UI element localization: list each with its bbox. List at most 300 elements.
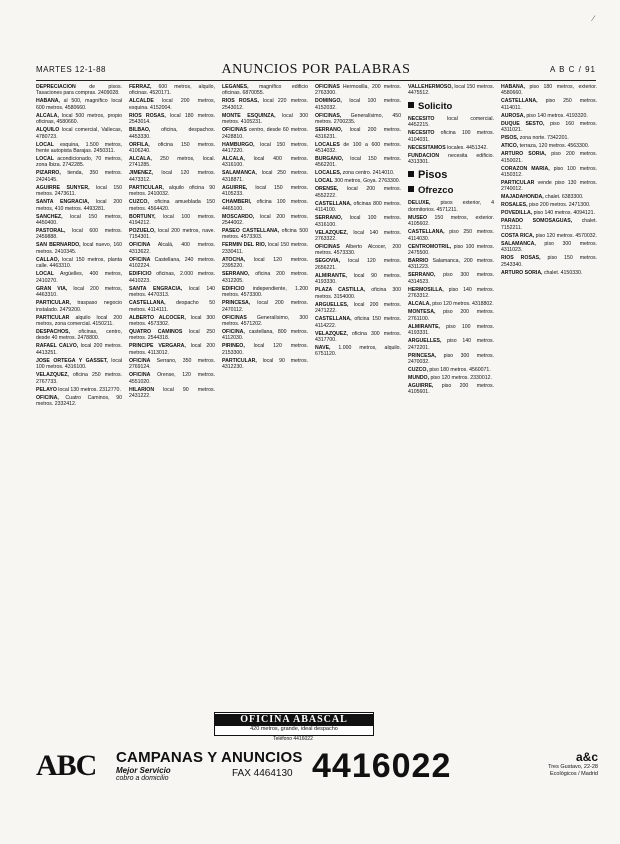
banner-headline: CAMPANAS Y ANUNCIOS — [116, 749, 303, 766]
ad-heading: OFICINA — [129, 357, 151, 364]
ad-text: acondicionado, 70 metros, zona Ibiza. 2742285. — [36, 156, 122, 169]
ad-heading: PELAYO — [36, 386, 57, 393]
classified-ad — [222, 185, 308, 198]
ad-heading: MOSCARDO, — [222, 213, 255, 220]
ad-text: piso 180 metros, exterior. 4580660. — [501, 84, 597, 97]
ad-heading: FERMIN DEL RIO, — [222, 242, 267, 249]
classified-ad — [36, 315, 122, 328]
ad-heading: LOCAL — [36, 271, 54, 278]
classified-ad — [129, 387, 215, 400]
ad-text: Cuatro Caminos, 90 metros. 2332412. — [36, 394, 122, 407]
classified-ad — [222, 113, 308, 126]
ad-heading: RAFAEL CALVO, — [36, 343, 79, 350]
ad-heading: PISOS, — [501, 135, 519, 142]
classified-ad — [36, 257, 122, 270]
classified-ad — [408, 229, 494, 242]
ad-text: piso 160 metros. 4311021. — [501, 120, 597, 134]
ad-text: local 100 metros. 4316100. — [315, 215, 401, 228]
ad-heading: RIOS ROSAS, — [501, 255, 541, 262]
ad-text: vende piso 130 metros. 2740012. — [501, 180, 597, 193]
ad-heading: PARTICULAR, — [36, 300, 71, 307]
classified-ad — [501, 194, 597, 200]
classified-ad — [36, 156, 122, 169]
ad-heading: ALQUILO — [36, 127, 60, 134]
ad-text: oficina 100 metros. 4465100. — [222, 199, 308, 212]
ad-heading: NECESITO — [408, 115, 435, 122]
ad-heading: OFICINAS — [222, 314, 247, 321]
ad-text: local 200 metros, esquina. 4152004. — [129, 98, 215, 111]
ad-text: centro, desde 60 metros. 2428810. — [222, 127, 308, 140]
ad-heading: EDIFICIO — [222, 285, 245, 292]
classified-ad — [222, 84, 308, 97]
ad-text: chalet. 4150330. — [542, 269, 583, 276]
ad-text: piso 100 metros. 4193331. — [408, 323, 494, 337]
classified-ad — [501, 151, 597, 164]
classified-ad — [408, 375, 494, 381]
ad-text: piso 140 metros. 2763312. — [408, 286, 494, 300]
ad-heading: POVEDILLA, — [501, 210, 533, 217]
ad-heading: VELAZQUEZ, — [315, 330, 348, 337]
ad-text: Orense, 120 metros. 4551020. — [129, 372, 215, 385]
ad-heading: PIZARRO, — [36, 170, 61, 177]
oficina-subtitle: 420 metros, grande, ideal despacho — [250, 726, 338, 732]
corner-mark: ⁄ — [592, 14, 594, 23]
ad-text: tienda, 350 metros. 2424145. — [36, 170, 122, 183]
ad-heading: AGUIRRE, — [222, 184, 248, 191]
ad-heading: NECESITO — [408, 130, 435, 137]
classified-ad — [408, 287, 494, 300]
ad-text: local 150 metros. 4562201. — [315, 156, 401, 169]
classified-ad — [408, 244, 494, 257]
classified-ad — [36, 228, 122, 241]
classified-ad — [129, 170, 215, 183]
ad-text: local 300 metros. 4573302. — [129, 314, 215, 327]
ad-heading: DOMINGO, — [315, 98, 342, 105]
ad-heading: PRINCESA, — [408, 352, 437, 359]
ad-text: piso 140 metros. 4193320. — [524, 112, 588, 119]
classified-ad — [129, 286, 215, 299]
ad-heading: VELAZQUEZ, — [315, 229, 348, 236]
ad-heading: SALAMANCA, — [501, 240, 536, 247]
section-title: ANUNCIOS POR PALABRAS — [221, 62, 411, 77]
classified-ad — [315, 98, 401, 111]
classified-ad — [408, 324, 494, 337]
column-5-top — [408, 84, 494, 97]
ad-heading: BILBAO, — [129, 127, 151, 134]
classified-ad — [315, 127, 401, 140]
ad-heading: PRINCIPE VERGARA, — [129, 343, 186, 350]
ad-heading: PRINCESA, — [222, 300, 251, 307]
ad-text: local 120 metros. 2395220. — [222, 256, 308, 270]
ad-text: local 150 metros, planta calle. 4463310. — [36, 256, 122, 270]
column-5 — [408, 84, 494, 744]
ad-heading: SEGOVIA, — [315, 258, 341, 265]
ad-text: local 200 metros. 4413251. — [36, 343, 122, 356]
ad-text: locales. 4451342. — [445, 144, 488, 151]
ad-text: 600 metros, alquilo, oficinas. 4520171. — [129, 84, 215, 97]
ad-heading: ALBERTO ALCOCER, — [129, 314, 186, 321]
ad-heading: VALLEHERMOSO, — [408, 84, 453, 90]
ad-heading: OFICINAS, — [315, 112, 342, 119]
ad-heading: ARGUELLES, — [315, 301, 349, 308]
ad-heading: HAMBURGO, — [222, 141, 255, 148]
classified-ad — [222, 315, 308, 328]
classified-ad — [129, 300, 215, 313]
ad-heading: ATICO, — [501, 143, 519, 150]
classified-ad — [129, 358, 215, 371]
ad-text: oficina, despachos. 4453330. — [129, 127, 215, 140]
ad-text: oficina 150 metros. 4106240. — [129, 141, 215, 155]
ad-text: local 200 metros. 2470112. — [222, 300, 308, 313]
classified-ad — [129, 343, 215, 356]
ad-text: traspaso negocio instalado. 2479200. — [36, 300, 122, 313]
ad-text: piso 140 metros. 2472201. — [408, 338, 494, 351]
classified-ad — [36, 358, 122, 371]
ad-text: local 180 metros. 2543014. — [129, 112, 215, 126]
classified-ad — [408, 200, 494, 213]
banner-right — [522, 750, 598, 778]
header-rule — [36, 80, 596, 81]
ad-heading: LOCAL — [315, 178, 333, 185]
ad-text: piso 120 metros. 4318802. — [430, 301, 494, 308]
classified-ad — [408, 145, 494, 151]
ad-heading: COSTA RICA, — [501, 232, 535, 239]
section-heading-pisos: Pisos — [408, 169, 494, 181]
ad-text: piso 100 metros. 4150312. — [501, 165, 597, 179]
banner-service: Mejor Servicio — [116, 766, 171, 775]
ad-heading: LOCAL — [36, 141, 54, 148]
classified-ad — [129, 142, 215, 155]
ad-heading: CASTELLANA, — [315, 316, 352, 323]
classified-ad — [36, 343, 122, 356]
ad-text: independiente, 1.200 metros. 4573300. — [222, 285, 308, 299]
ad-heading: DESPACHOS, — [36, 328, 70, 335]
ad-heading: DEPRECIACION — [36, 84, 76, 90]
ad-text: alquilo oficina 90 metros. 2410032. — [129, 184, 215, 198]
ad-heading: JIMENEZ, — [129, 170, 153, 177]
section-heading-ofrezco: Ofrezco — [408, 185, 494, 197]
classified-ad — [501, 113, 597, 119]
column-6 — [501, 84, 597, 744]
issue-date: MARTES 12-1-88 — [36, 65, 106, 74]
ad-heading: ALCALA, — [129, 156, 152, 163]
classified-ad — [129, 372, 215, 385]
classified-ad — [36, 242, 122, 255]
ad-text: local 200 metros, 410 metros. 4493281. — [36, 199, 122, 212]
classified-ad — [36, 127, 122, 140]
ad-text: local 130 metros. 2312770. — [56, 386, 121, 393]
column-2 — [129, 84, 215, 744]
ad-heading: CHAMBERI, — [222, 199, 252, 206]
ad-text: oficina 500 metros. 4573303. — [222, 228, 308, 241]
classified-ad — [501, 180, 597, 193]
ad-text: local comercial, Vallecas, 4780723. — [36, 127, 122, 140]
ad-heading: SANTA ENGRACIA, — [36, 199, 90, 206]
classified-ad — [36, 113, 122, 126]
ad-heading: LOCALES — [315, 141, 340, 148]
ad-heading: ORFILA, — [129, 141, 150, 148]
classified-ad — [36, 395, 122, 408]
page-reference: A B C / 91 — [549, 65, 596, 74]
classified-ad — [408, 309, 494, 322]
ad-text: Generalísimo, 450 metros. 2700235. — [315, 112, 401, 126]
ad-text: local 90 metros. 4312230. — [222, 357, 308, 371]
classified-ad — [222, 228, 308, 241]
ad-text: piso 200 metros. 4150021. — [501, 151, 597, 164]
ad-text: oficina 250 metros. 2767733. — [36, 372, 122, 385]
classified-ad — [501, 98, 597, 111]
classified-ad — [129, 271, 215, 284]
ad-heading: PARADO SOMOSAGUAS, — [501, 218, 573, 225]
ad-text: local 90 metros. 4193330. — [315, 272, 401, 286]
ad-text: de 100 a 600 metros. 4514032. — [315, 141, 401, 155]
classifieds-columns — [36, 84, 598, 744]
classified-ad — [129, 199, 215, 212]
ad-heading: PLAZA CASTILLA, — [315, 287, 366, 294]
classified-ad — [222, 286, 308, 299]
ad-text: piso 300 metros. 4314523. — [408, 272, 494, 285]
ad-text: local 120 metros. 2153300. — [222, 343, 308, 356]
ad-heading: OFICINA — [129, 242, 151, 249]
ad-text: local 220 metros. 2543012. — [222, 98, 308, 111]
ad-text: piso 300 metros. 4311023. — [501, 240, 597, 254]
ad-heading: PASEO CASTELLANA, — [222, 228, 280, 235]
ad-text: magnífico edificio oficinas. 6870055. — [222, 84, 308, 97]
ad-text: Castellana, 240 metros. 4102224. — [129, 256, 215, 270]
classified-ad — [315, 302, 401, 315]
classified-ad — [129, 228, 215, 241]
ad-heading: OFICINAS — [222, 127, 247, 134]
ad-heading: DUQUE SESTO, — [501, 120, 545, 127]
ad-heading: SAN BERNARDO, — [36, 242, 81, 249]
ad-heading: FERRAZ, — [129, 84, 152, 90]
oficina-note: Teléfono 4416022 — [273, 736, 313, 742]
ad-heading: ARTURO SORIA, — [501, 151, 547, 158]
ad-text: chalet. 6383300. — [543, 194, 584, 201]
ad-heading: HERMOSILLA, — [408, 286, 444, 293]
ad-text: local 200 metros. 4316231. — [315, 127, 401, 140]
banner-fax: FAX 4464130 — [232, 768, 293, 779]
banner-cobro: cobro a domicilio — [116, 775, 169, 782]
ad-text: Alberto Alcocer, 200 metros. 4573330. — [315, 244, 401, 257]
ad-text: piso 200 metros. 4105601. — [408, 382, 494, 396]
ad-text: local 100 metros. 4194212. — [129, 213, 215, 227]
classified-ad — [222, 257, 308, 270]
ad-text: local 200 metros. 2544002. — [222, 213, 308, 227]
ad-text: local 100 metros. 4152032. — [315, 98, 401, 111]
oficina-title: OFICINA ABASCAL — [215, 714, 373, 726]
ad-text: 150 metros, exterior. 4105602. — [408, 214, 494, 228]
classified-ad — [315, 84, 401, 97]
classified-ad — [222, 199, 308, 212]
ad-heading: NAVE, — [315, 344, 331, 351]
ad-heading: HILARION — [129, 386, 155, 393]
classified-ad — [129, 257, 215, 270]
section-heading-solicito: Solicito — [408, 101, 494, 113]
ad-heading: CASTELLANA, — [501, 98, 538, 105]
classified-ad — [36, 329, 122, 342]
classified-ad — [408, 338, 494, 351]
classified-ad — [222, 98, 308, 111]
ad-heading: LOCALES, — [315, 170, 342, 177]
classified-ad — [501, 218, 597, 231]
ad-heading: HABANA, — [36, 98, 60, 105]
classified-ad — [36, 98, 122, 111]
ad-heading: CUZCO, — [129, 199, 149, 206]
abc-logo: ABC — [36, 749, 97, 782]
classified-ad — [501, 241, 597, 254]
classified-ad — [315, 113, 401, 126]
ad-text: local 140 metros. 2763322. — [315, 229, 401, 243]
ad-text: castellana, 800 metros. 4112030. — [222, 328, 308, 342]
ad-text: oficinas, 2.000 metros. 4410223. — [129, 271, 215, 284]
classified-ad — [315, 178, 401, 184]
classified-ad — [129, 185, 215, 198]
ad-text: Argüelles, 400 metros, 2410270. — [36, 271, 122, 284]
ad-text: piso 120 metros. 2330012. — [429, 374, 492, 381]
ad-text: oficinas, centro, desde 40 metros. 2478800. — [36, 328, 122, 342]
ad-heading: ORENSE, — [315, 186, 339, 193]
classified-ad — [36, 372, 122, 385]
classified-ad — [501, 210, 597, 216]
ad-heading: HABANA, — [501, 84, 525, 90]
classified-ad — [222, 329, 308, 342]
ad-heading: ALCALA, — [222, 156, 245, 163]
classified-ad — [222, 271, 308, 284]
ad-heading: OFICINA, — [222, 328, 245, 335]
ad-text: piso 250 metros. 4114011. — [501, 98, 597, 111]
ad-text: local 150 metros. 4475512. — [408, 84, 494, 97]
classified-ad — [129, 84, 215, 97]
ac-address: Tres Gustavo, 22-28 Ecológicos / Madrid — [548, 764, 598, 777]
ad-heading: VELAZQUEZ, — [36, 372, 69, 379]
classified-ad — [36, 199, 122, 212]
classified-ad — [222, 242, 308, 255]
ad-heading: SERRANO, — [315, 215, 343, 222]
column-3 — [222, 84, 308, 744]
ad-text: piso 150 metros. 2543340. — [501, 255, 597, 268]
ad-text: oficina 100 metros. 4104031. — [408, 130, 494, 143]
ad-text: alquilo local 200 metros, zona comercial. 4150211. — [36, 314, 122, 327]
classified-ad — [129, 214, 215, 227]
classified-ad — [315, 156, 401, 169]
ad-heading: OFICINAS — [315, 244, 340, 251]
ad-text: despacho 50 metros. 4114111. — [129, 300, 215, 313]
ad-text: 1.000 metros, alquilo. 6751120. — [315, 344, 401, 358]
ad-text: piso 200 metros. 2761100. — [408, 309, 494, 322]
ad-text: pisos exterior, 4 dormitorios. 4571211. — [408, 200, 494, 213]
square-bullet-icon — [408, 102, 414, 108]
classified-ad — [129, 98, 215, 111]
ad-text: local 250 metros. 2544318. — [129, 328, 215, 342]
ad-heading: MUSEO — [408, 214, 428, 221]
ad-text: piso 140 metros. 4094121. — [532, 210, 596, 217]
classified-ad — [408, 116, 494, 129]
classified-ad — [315, 142, 401, 155]
column-4 — [315, 84, 401, 744]
classified-ad — [222, 300, 308, 313]
ad-heading: CASTELLANA, — [315, 200, 352, 207]
ad-heading: MONTE ESQUINZA, — [222, 112, 276, 119]
ad-heading: ALCALA, — [36, 112, 59, 119]
classified-ad — [315, 201, 401, 214]
classified-ad — [408, 84, 494, 97]
classified-ad — [315, 316, 401, 329]
advertising-banner — [36, 748, 598, 784]
classified-ad — [501, 166, 597, 179]
classified-ad — [501, 121, 597, 134]
classified-ad — [315, 186, 401, 199]
ad-text: local 300 metros. 4105231. — [222, 112, 308, 126]
ad-text: local 150 metros, 4450400. — [36, 213, 122, 227]
column-1 — [36, 84, 122, 744]
ad-heading: PARTICULAR, — [129, 184, 164, 191]
ad-text: local 150 metros. 2330411. — [222, 242, 308, 255]
ad-text: oficinas 800 metros. 4114100. — [315, 200, 401, 214]
ad-heading: AGUIRRE, — [408, 382, 434, 389]
page-header — [36, 62, 596, 78]
ad-heading: DELUXE, — [408, 200, 431, 207]
ad-heading: BURGANO, — [315, 156, 344, 163]
ad-heading: ARTURO SORIA, — [501, 269, 543, 276]
ad-text: necesita edificio. 4313301. — [408, 152, 494, 166]
classified-ad — [36, 84, 122, 97]
ad-text: Salamanca, 200 metros. 4311223. — [408, 258, 494, 271]
ad-heading: ALMIRANTE, — [315, 272, 347, 279]
ad-text: local 200 metros, nave. 7154301. — [129, 228, 215, 241]
ad-text: local 90 metros. 2431222. — [129, 386, 215, 399]
ad-heading: SERRANO, — [315, 127, 343, 134]
ad-text: oficina 300 metros. 3154000. — [315, 287, 401, 300]
classified-ad — [36, 387, 122, 393]
classified-ad — [36, 214, 122, 227]
classified-ad — [129, 113, 215, 126]
ad-heading: SALAMANCA, — [222, 170, 257, 177]
classified-ad — [408, 272, 494, 285]
ad-heading: MONTESA, — [408, 309, 436, 316]
ad-heading: SANCHEZ, — [36, 213, 63, 220]
ad-text: chalet. 7152211. — [501, 218, 597, 231]
classified-ad — [408, 383, 494, 396]
classified-ad — [408, 215, 494, 228]
ad-text: Serrano, 350 metros. 2769124. — [129, 357, 215, 371]
classified-ad — [408, 258, 494, 271]
classified-ad — [36, 142, 122, 155]
ad-heading: JOSE ORTEGA Y GASSET, — [36, 357, 108, 364]
ad-heading: PARTICULAR — [501, 180, 535, 187]
ad-text: local 100 metros. 4316100. — [36, 357, 122, 371]
ad-text: de pisos. Tasaciones para compras. 2409028. — [36, 84, 122, 97]
classified-ad — [501, 255, 597, 268]
ad-heading: PIRINEO, — [222, 343, 245, 350]
ad-text: zona norte. 7342201. — [518, 135, 569, 142]
ad-heading: PARTICULAR — [36, 314, 70, 321]
ad-heading: CASTELLANA, — [129, 300, 166, 307]
classified-ad — [501, 270, 597, 276]
ad-heading: QUATRO CAMINOS — [129, 328, 183, 335]
ad-text: local comercial. 4452215. — [408, 115, 494, 129]
classified-ad — [36, 185, 122, 198]
ad-heading: RIOS ROSAS, — [222, 98, 259, 105]
ad-heading: MUNDO, — [408, 374, 430, 381]
ad-text: piso 120 metros. 4570032. — [534, 232, 597, 239]
ad-heading: CENTROMOTRIL, — [408, 243, 452, 250]
ad-text: local 120 metros. 4473312. — [129, 170, 215, 183]
ad-heading: SANTA ENGRACIA, — [129, 285, 183, 292]
ad-heading: GRAN VIA, — [36, 285, 68, 292]
ad-heading: ATOCHA, — [222, 256, 246, 263]
ad-text: oficina 200 metros. 4312205. — [222, 271, 308, 284]
